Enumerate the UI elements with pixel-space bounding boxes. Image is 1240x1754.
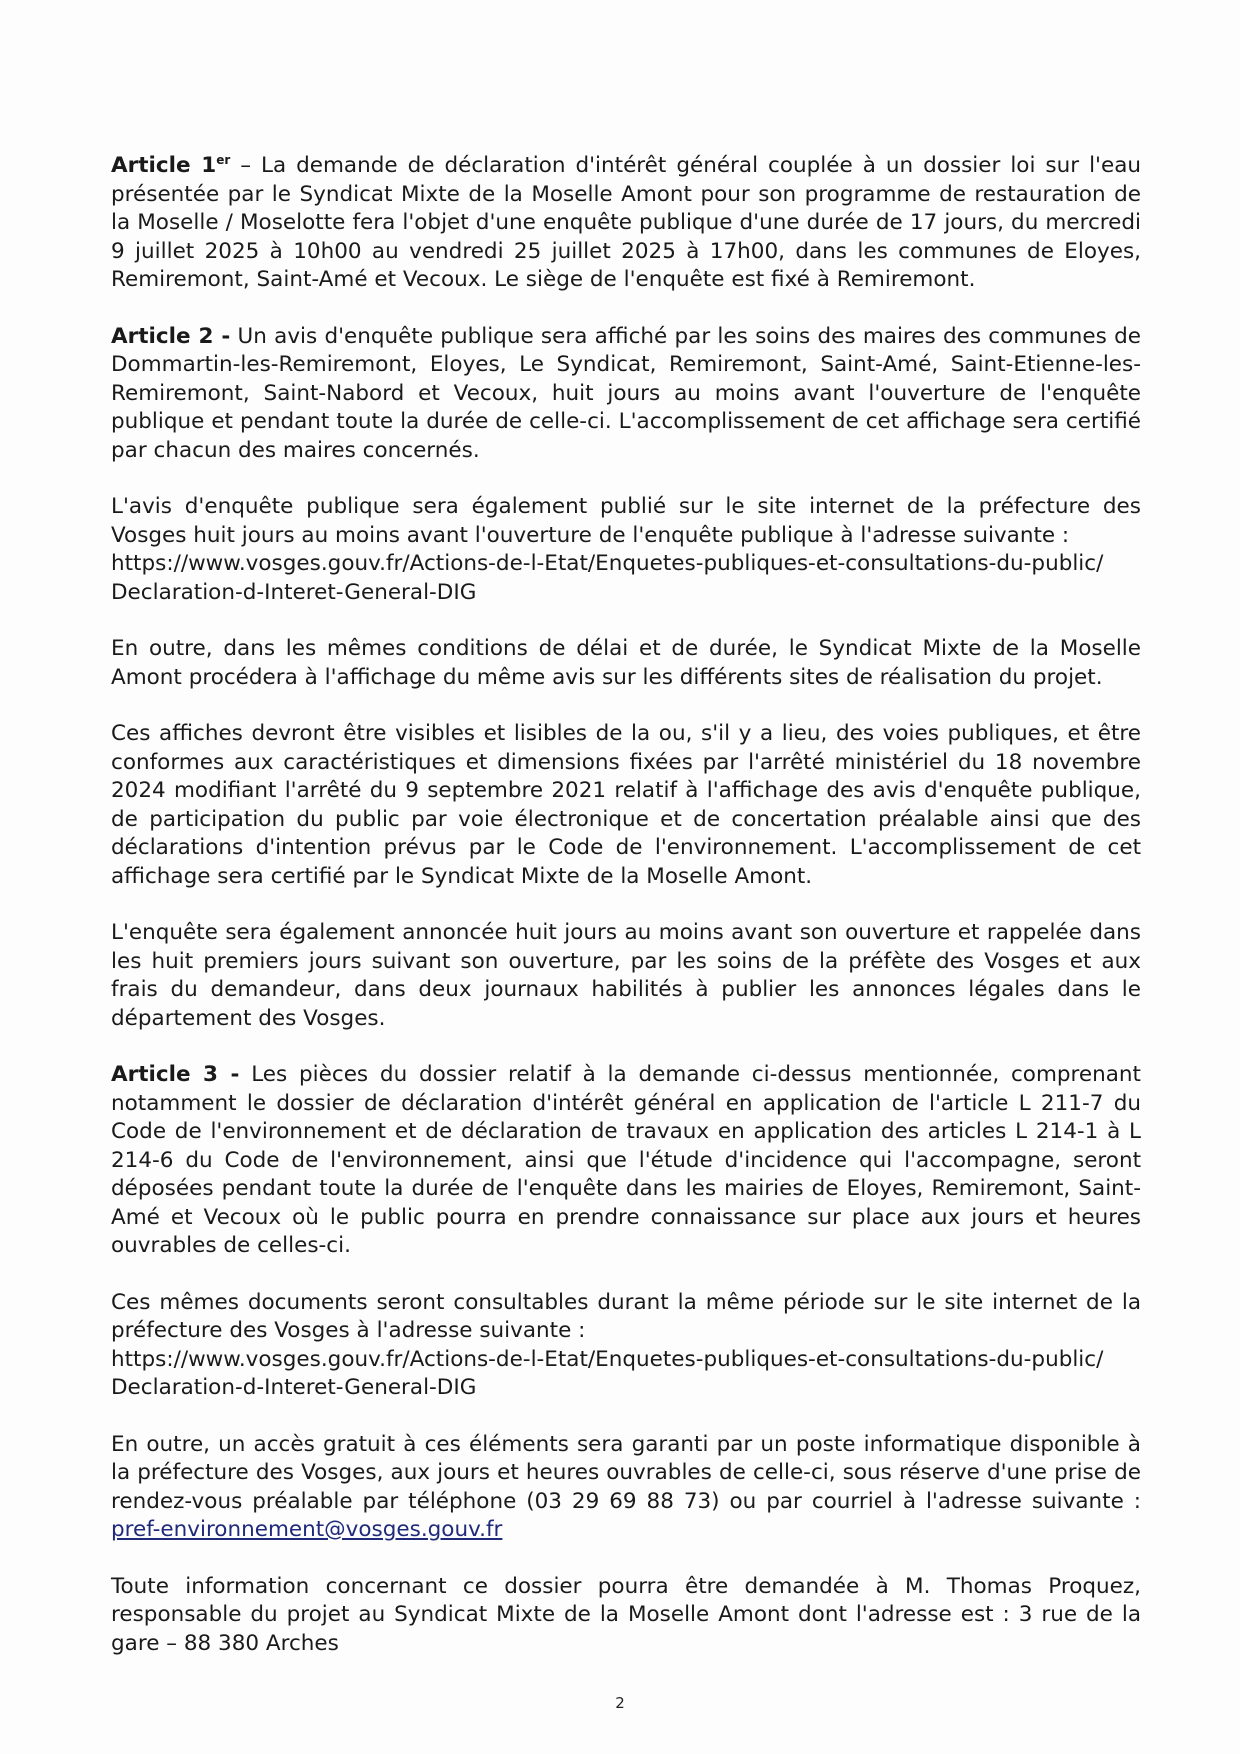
article-2-url-line-2: Declaration-d-Interet-General-DIG [111, 579, 477, 605]
article-1-text: – La demande de déclaration d'intérêt général couplée à un dossier loi sur l'eau présentée par le Syndicat Mixte de la Moselle Amont pour son programme de restauration de la Moselle / Moselotte fera l'objet d'une enquête publique d'une durée de 17 jours, du mercredi 9 juillet 2025 à 10h00 au vendredi 25 juillet 2025 à 17h00, dans les communes de Eloyes, Remiremont, Saint-Amé et Vecoux. Le siège de l'enquête est fixé à Remiremont. [111, 153, 1141, 292]
article-2-heading: Article 2 - [111, 323, 231, 349]
article-3-website-text: Ces mêmes documents seront consultables durant la même période sur le site internet de la préfecture des Vosges à l'adresse suivante : [111, 1289, 1141, 1343]
article-1-paragraph [111, 152, 1141, 295]
article-3-heading: Article 3 - [111, 1062, 240, 1087]
article-1-heading-text: Article 1 [111, 153, 217, 178]
article-2-posters-text: Ces affiches devront être visibles et lisibles de la ou, s'il y a lieu, des voies publiques, et être conformes aux caractéristiques et dimensions fixées par l'arrêté ministériel du 18 novembre 2024 modifiant l'arrêté du 9 septembre 2021 relatif à l'affichage des avis d'enquête publique, de participation du public par voie électronique et de concertation préalable ainsi que des déclarations d'intention prévus par le Code de l'environnement. L'accomplissement de cet affichage sera certifié par le Syndicat Mixte de la Moselle Amont. [111, 721, 1141, 889]
article-3-url-line-1: https://www.vosges.gouv.fr/Actions-de-l-Etat/Enquetes-publiques-et-consultations-du-public/ [111, 1346, 1104, 1372]
article-2-paragraph [111, 323, 1141, 466]
article-2-sites-paragraph [111, 635, 1141, 692]
article-2-website-paragraph [111, 493, 1141, 607]
page-number: 2 [615, 1694, 625, 1712]
article-2-newspapers-paragraph [111, 919, 1141, 1033]
document-body [111, 152, 1141, 1686]
article-3-paragraph [111, 1061, 1141, 1261]
article-2-text: Un avis d'enquête publique sera affiché par les soins des maires des communes de Dommartin-les-Remiremont, Eloyes, Le Syndicat, Remiremont, Saint-Amé, Saint-Etienne-les-Remiremont, Saint-Nabord et Vecoux, huit jours au moins avant l'ouverture de l'enquête publique et pendant toute la durée de celle-ci. L'accomplissement de cet affichage sera certifié par chacun des maires concernés. [111, 323, 1141, 463]
article-2-newspapers-text: L'enquête sera également annoncée huit jours au moins avant son ouverture et rappelée dans les huit premiers jours suivant son ouverture, par les soins de la préfète des Vosges et aux frais du demandeur, dans deux journaux habilités à publier les annonces légales dans le département des Vosges. [111, 920, 1141, 1031]
article-3-text: Les pièces du dossier relatif à la demande ci-dessus mentionnée, comprenant notamment le dossier de déclaration d'intérêt général en application de l'article L 211-7 du Code de l'environnement et de déclaration de travaux en application des articles L 214-1 à L 214-6 du Code de l'environnement, ainsi que l'étude d'incidence qui l'accompagne, seront déposées pendant toute la durée de l'enquête dans les mairies de Eloyes, Remiremont, Saint-Amé et Vecoux où le public pourra en prendre connaissance sur place aux jours et heures ouvrables de celles-ci. [111, 1062, 1141, 1258]
article-3-contact-text: Toute information concernant ce dossier pourra être demandée à M. Thomas Proquez, responsable du projet au Syndicat Mixte de la Moselle Amont dont l'adresse est : 3 rue de la gare – 88 380 Arches [111, 1573, 1141, 1656]
article-3-access-text: En outre, un accès gratuit à ces éléments sera garanti par un poste informatique disponible à la préfecture des Vosges, aux jours et heures ouvrables de celle-ci, sous réserve d'une prise de rendez-vous préalable par téléphone (03 29 69 88 73) ou par courriel à l'adresse suivante : [111, 1431, 1141, 1514]
article-2-url-line-1: https://www.vosges.gouv.fr/Actions-de-l-Etat/Enquetes-publiques-et-consultations-du-public/ [111, 551, 1104, 576]
article-3-contact-paragraph [111, 1573, 1141, 1659]
article-3-website-paragraph [111, 1289, 1141, 1403]
article-3-access-paragraph [111, 1431, 1141, 1545]
article-3-url-line-2: Declaration-d-Interet-General-DIG [111, 1375, 477, 1400]
article-1-heading-sup: er [216, 153, 231, 167]
article-2-website-text: L'avis d'enquête publique sera également publié sur le site internet de la préfecture des Vosges huit jours au moins avant l'ouverture de l'enquête publique à l'adresse suivante : [111, 494, 1141, 548]
article-1-heading [111, 153, 230, 178]
article-2-posters-paragraph [111, 720, 1141, 891]
article-2-sites-text: En outre, dans les mêmes conditions de délai et de durée, le Syndicat Mixte de la Moselle Amont procédera à l'affichage du même avis sur les différents sites de réalisation du projet. [111, 636, 1141, 690]
email-link[interactable]: pref-environnement@vosges.gouv.fr [111, 1517, 503, 1542]
